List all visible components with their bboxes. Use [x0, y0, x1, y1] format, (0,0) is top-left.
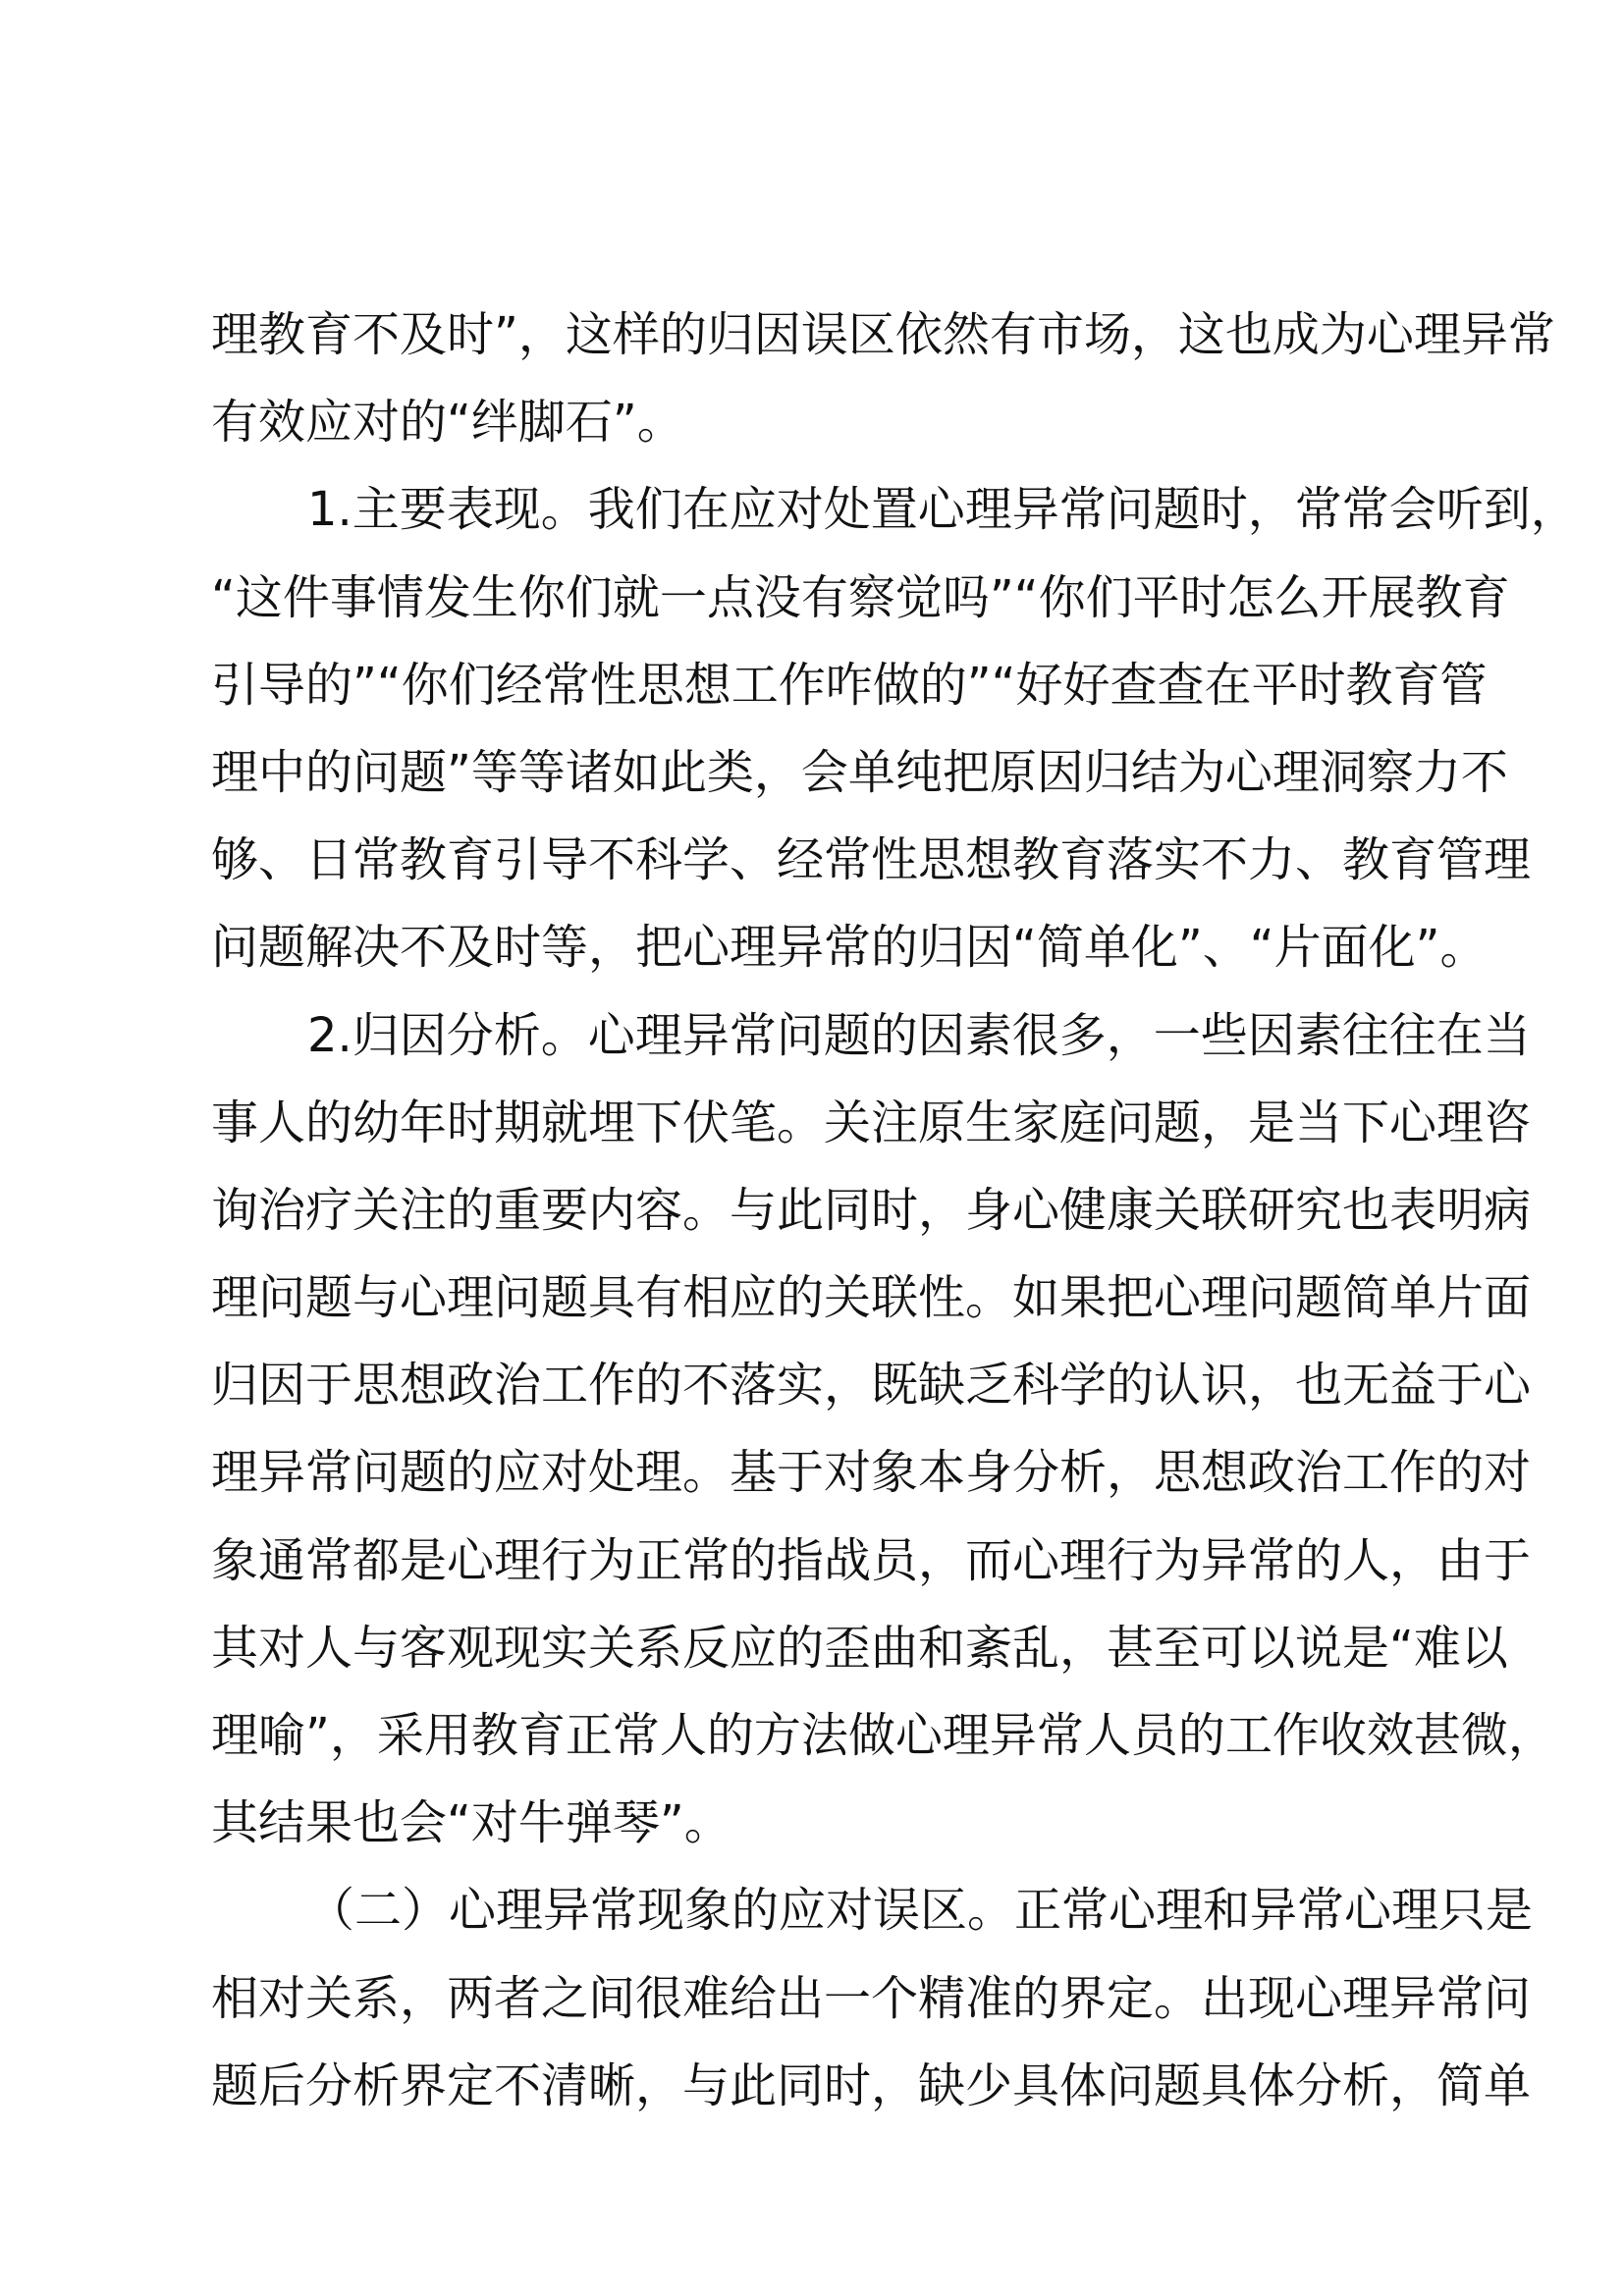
text-line: 引导的”“你们经常性思想工作咋做的”“好好查查在平时教育管: [211, 657, 1488, 713]
text-line: 问题解决不及时等，把心理异常的归因“简单化”、“片面化”。: [211, 920, 1488, 976]
text-line: 象通常都是心理行为正常的指战员，而心理行为异常的人，由于: [211, 1532, 1532, 1588]
text-line: 归因于思想政治工作的不落实，既缺乏科学的认识，也无益于心: [211, 1358, 1532, 1414]
paragraph: [211, 1867, 1534, 2130]
paragraph: [211, 466, 1578, 991]
text-line: 其对人与客观现实关系反应的歪曲和紊乱，甚至可以说是“难以: [211, 1620, 1508, 1676]
text-line: 够、日常教育引导不科学、经常性思想教育落实不力、教育管理: [211, 832, 1532, 888]
paragraph: [211, 292, 1555, 466]
text-line: 相对关系，两者之间很难给出一个精准的界定。出现心理异常问: [211, 1970, 1532, 2026]
text-line: 2.归因分析。心理异常问题的因素很多，一些因素往往在当: [307, 1007, 1531, 1063]
text-line: “这件事情发生你们就一点没有察觉吗”“你们平时怎么开展教育: [211, 569, 1510, 625]
text-line: 事人的幼年时期就埋下伏笔。关注原生家庭问题，是当下心理咨: [211, 1095, 1532, 1150]
text-line: 1.主要表现。我们在应对处置心理异常问题时，常常会听到，: [307, 482, 1578, 538]
paragraph: [211, 992, 1555, 1868]
text-line: 理问题与心理问题具有相应的关联性。如果把心理问题简单片面: [211, 1270, 1532, 1326]
text-line: 题后分析界定不清晰，与此同时，缺少具体问题具体分析，简单: [211, 2057, 1532, 2113]
text-line: 理中的问题”等等诸如此类，会单纯把原因归结为心理洞察力不: [211, 744, 1508, 800]
text-line: 其结果也会“对牛弹琴”。: [211, 1795, 731, 1851]
text-line: 理异常问题的应对处理。基于对象本身分析，思想政治工作的对: [211, 1445, 1532, 1501]
text-line: 有效应对的“绊脚石”。: [211, 395, 684, 451]
document-body: [211, 292, 1578, 2130]
text-line: 理教育不及时”，这样的归因误区依然有市场，这也成为心理异常: [211, 307, 1555, 362]
text-line: （二）心理异常现象的应对误区。正常心理和异常心理只是: [307, 1883, 1534, 1939]
text-line: 理喻”，采用教育正常人的方法做心理异常人员的工作收效甚微，: [211, 1708, 1555, 1763]
text-line: 询治疗关注的重要内容。与此同时，身心健康关联研究也表明病: [211, 1182, 1532, 1238]
